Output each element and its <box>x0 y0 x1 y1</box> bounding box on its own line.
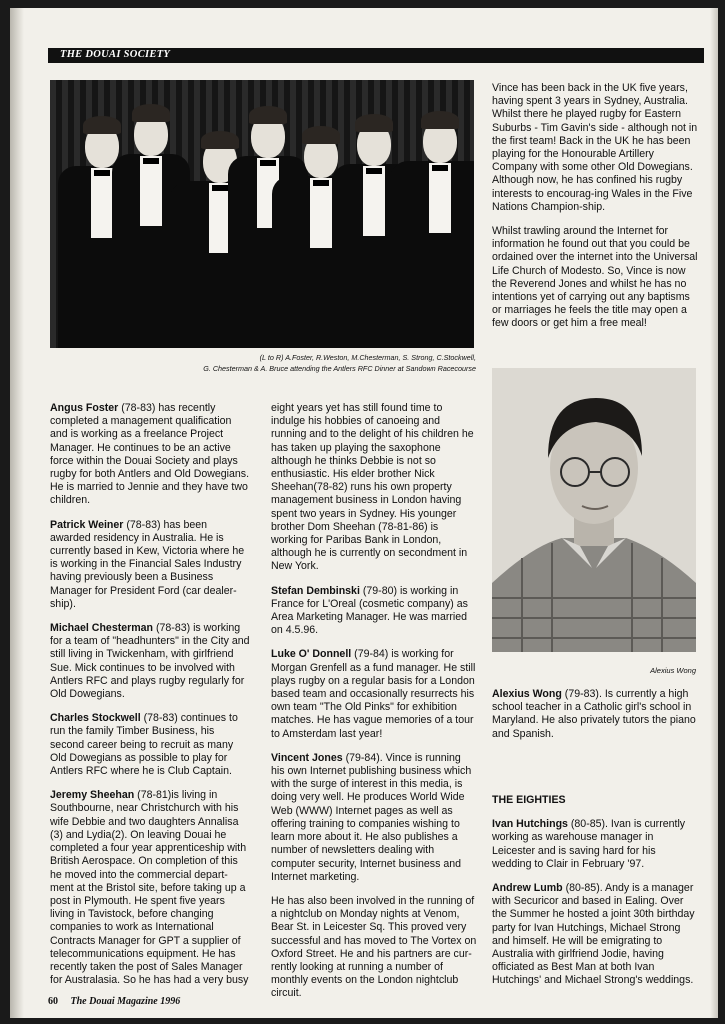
section-header-bar <box>48 48 704 63</box>
entry-paragraph <box>492 82 698 214</box>
entry-text: (79-84). Vince is running his own Internet publishing business which with the surge of interest in this media, is doing very well. He produces World Wide Web (WWW) Internet pages as well as offering training to companies wishing to learn more about it. He also publishes a number of newsletters dealing with computer security, Internet business and Internet marketing. <box>271 751 472 883</box>
entry-text: eight years yet has still found time to indulge his hobbies of canoeing and running and to the delight of his children he has taken up playing the saxophone although he thinks Debbie is not so enthusiastic. His elder brother Nick Sheehan(78-82) runs his own property management business in London having spent two years in Sydney. His younger brother Dom Sheehan (78-81-86) is working for Paribas Bank in London, although he is currently on secondment in New York. <box>271 402 474 573</box>
entry-name: Vincent Jones <box>271 751 343 764</box>
entry-paragraph <box>492 225 698 331</box>
entry-name: Stefan Dembinski <box>271 584 360 597</box>
entry-text: Whilst trawling around the Internet for information he found out that you could be ordained over the internet into the Universal Life Church of Modesto. So, Vince is now the Reverend Jones and whilst he has no intentions yet of carrying out any baptisms or marriages he feels the title may open a few doors or get him a free meal! <box>492 225 698 330</box>
entry-name: Alexius Wong <box>492 688 562 700</box>
entry-paragraph <box>50 789 250 987</box>
entry-text: (78-83) continues to run the family Timber Business, his second career being to recruit as many Old Dowegians as possible to play for Antlers RFC where he is Club Captain. <box>50 712 238 778</box>
group-photo <box>50 80 474 348</box>
article-column-3-mid <box>492 688 698 752</box>
article-column-3-bottom <box>492 794 698 999</box>
article-column-3-top <box>492 82 698 342</box>
entry-paragraph <box>271 648 477 740</box>
entry-paragraph <box>50 402 250 508</box>
portrait-illustration <box>492 368 696 652</box>
entry-paragraph <box>50 712 250 778</box>
entry-paragraph <box>492 818 698 871</box>
photo-caption <box>110 352 476 374</box>
entry-text: Vince has been back in the UK five years, having spent 3 years in Sydney, Australia. Whilst there he played rugby for Eastern Suburbs - Tim Gavin's side - although not in the first team! Back in the UK he has been playing for the Honourable Artillery Company with some other Old Dowegians. Although now, he has confined his rugby interests to encourag-ing Wales in the Five Nations Champion-ship. <box>492 82 698 213</box>
photo-caption-line: (L to R) A.Foster, R.Weston, M.Chesterman, S. Strong, C.Stockwell, <box>259 353 476 362</box>
photo-caption-line: G. Chesterman & A. Bruce attending the Antlers RFC Dinner at Sandown Racecourse <box>203 364 476 373</box>
entry-text: (80-85). Ivan is currently working as warehouse manager in Leicester and is saving hard for his wedding to Clair in February '97. <box>492 818 686 870</box>
entry-text: (80-85). Andy is a manager with Securicor and based in Ealing. Over the Summer he hosted a joint 30th birthday party for Ivan Hutchings, Michael Strong and himself. He will be emigrating to Australia with girlfriend Jodie, having officiated as Best Man at both Ivan Hutchings' and Michael Strong's weddings. <box>492 882 695 987</box>
entry-text: (78-83) has been awarded residency in Australia. He is currently based in Kew, Victoria where he is working in the Financial Sales Industry having previously been a Business Manager for President Ford (car dealer-ship). <box>50 518 245 610</box>
entry-name: Luke O' Donnell <box>271 648 352 661</box>
section-heading: THE EIGHTIES <box>492 794 566 806</box>
entry-name: Ivan Hutchings <box>492 818 568 831</box>
entry-paragraph <box>492 688 698 741</box>
entry-name: Jeremy Sheehan <box>50 789 135 802</box>
section-title: THE DOUAI SOCIETY <box>60 49 171 60</box>
entry-text: (79-80) is working in France for L'Oreal (cosmetic company) as Area Marketing Manager. He was married on 4.5.96. <box>271 584 468 637</box>
entry-paragraph <box>271 895 477 1001</box>
portrait-photo <box>492 368 696 652</box>
magazine-title: The Douai Magazine 1996 <box>70 996 181 1007</box>
entry-paragraph <box>271 402 477 574</box>
page-number: 60 <box>48 996 58 1007</box>
page-edge <box>710 8 718 1018</box>
portrait-caption: Alexius Wong <box>650 666 696 675</box>
entry-name: Michael Chesterman <box>50 622 154 635</box>
entry-paragraph <box>492 882 698 988</box>
entry-paragraph <box>50 622 250 701</box>
entry-text: (78-83) has recently completed a management qualification and is working as a freelance Project Manager. He continues to be an active force within the Douai Society and plays rugby for both Antlers and Old Dowegians. He is married to Jennie and they have two children. <box>50 402 250 507</box>
entry-text: He has also been involved in the running of a nightclub on Monday nights at Venom, Bear St. in Leicester Sq. This proved very successful and has moved to The Vortex on Oxford Street. He and his partners are cur-rently looking at running a number of monthly events on the London nightclub circuit. <box>271 894 477 1000</box>
entry-paragraph <box>271 752 477 884</box>
entry-text: (79-83). Is currently a high school teacher in a Catholic girl's school in Maryland. He also privately tutors the piano and Spanish. <box>492 688 696 740</box>
entry-text: (79-84) is working for Morgan Grenfell as a fund manager. He still plays rugby on a regular basis for a London based team and occasionally resurrects his own team "The Old Pinks" for exhibition matches. He has vague memories of a tour to Amsterdam last year! <box>271 648 476 740</box>
entry-paragraph <box>50 519 250 611</box>
entry-name: Patrick Weiner <box>50 518 124 531</box>
page-footer <box>48 996 180 1007</box>
entry-paragraph <box>271 585 477 638</box>
entry-text: (78-83) is working for a team of "headhunters" in the City and still living in Twickenham, with girlfriend Sue. Mick continues to be involved with Antlers RFC and plays rugby regularly for Old Dowegians. <box>50 622 250 701</box>
page-gutter <box>10 8 24 1018</box>
entry-name: Angus Foster <box>50 402 119 414</box>
entry-name: Andrew Lumb <box>492 882 563 895</box>
magazine-page <box>10 8 718 1018</box>
article-column-2 <box>271 402 477 1012</box>
article-column-1 <box>50 402 250 998</box>
entry-text: (78-81)is living in Southbourne, near Christchurch with his wife Debbie and two daughters Annalisa (3) and Lydia(2). On leaving Douai he completed a four year apprenticeship with British Aerospace. On completion of this he moved into the commercial depart-ment at the Bristol site, before taking up a post in Plymouth. He spent five years living in Tavistock, before changing companies to work as International Contracts Manager for GPT a supplier of telecommunications equipment. He has recently taken the post of Sales Manager for Australasia. So he has had a very busy <box>50 789 249 987</box>
entry-name: Charles Stockwell <box>50 712 141 725</box>
